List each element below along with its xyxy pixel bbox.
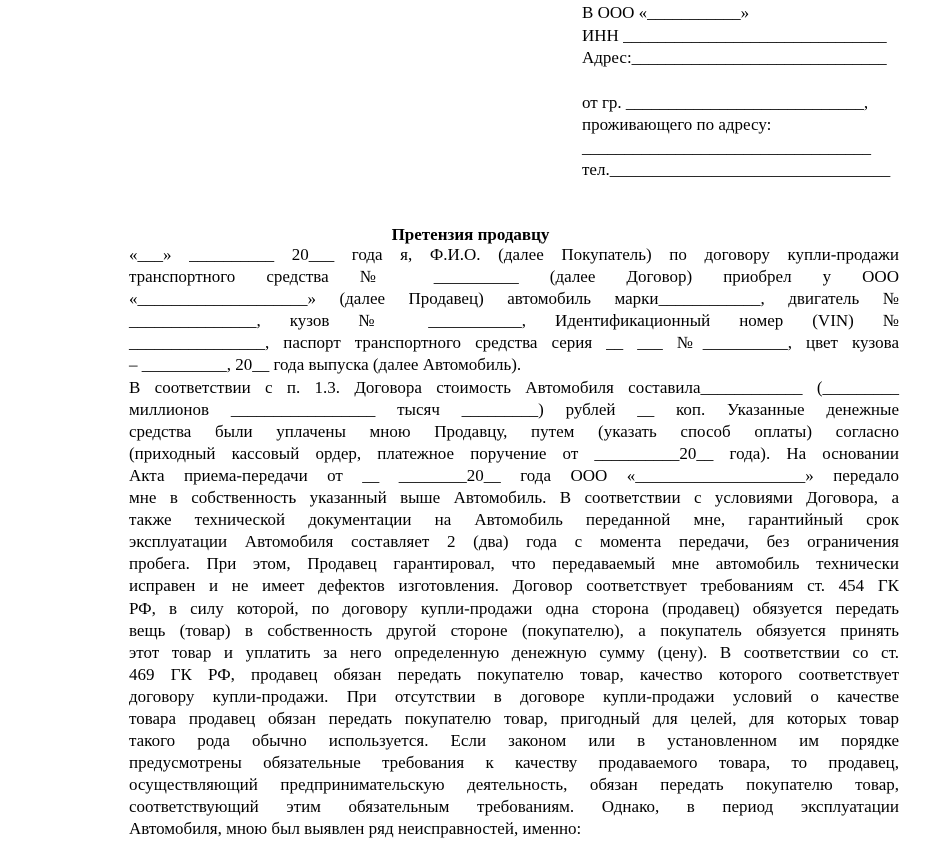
body-line: такого рода обычно используется. Если законом или в установленном им порядке (129, 731, 899, 751)
recipient-line: В ООО «___________» (582, 3, 750, 22)
body-line: также технической документации на Автомобиль переданной мне, гарантийный срок (129, 510, 899, 530)
body-line: – __________, 20__ года выпуска (далее Автомобиль). (129, 355, 522, 375)
body-line: мне в собственность указанный выше Автомобиль. В соответствии с условиями Договора, а (129, 488, 899, 508)
residence-label: проживающего по адресу: (582, 115, 772, 134)
body-line: товара продавец обязан передать покупателю товар, пригодный для целей, для которых товар (129, 708, 899, 728)
document-body (129, 244, 899, 841)
address-line: Адрес:______________________________ (582, 48, 887, 67)
body-line: _______________, кузов № ___________, Идентификационный номер (VIN) № (129, 311, 899, 331)
body-line: вещь (товар) в собственность другой стороне (покупателю), а покупатель обязуется принять (129, 620, 899, 640)
body-line: (приходный кассовый ордер, платежное поручение от __________20__ года). На основании (129, 443, 899, 463)
body-line: Автомобиля, мною был выявлен ряд неисправностей, именно: (129, 819, 582, 839)
body-line: пробега. При этом, Продавец гарантировал, что передаваемый мне автомобиль технически (129, 554, 899, 574)
sender-line: от гр. ____________________________, (582, 93, 869, 112)
body-line: «____________________» (далее Продавец) автомобиль марки____________, двигатель № (129, 289, 899, 309)
body-line: эксплуатации Автомобиля составляет 2 (два) года с момента передачи, без ограничения (129, 532, 899, 552)
residence-blank-line: __________________________________ (582, 138, 871, 157)
body-line: «___» __________ 20___ года я, Ф.И.О. (далее Покупатель) по договору купли-продажи (129, 245, 899, 264)
body-line: осуществляющий предпринимательскую деятельность, обязан передать покупателю товар, (129, 775, 899, 795)
body-line: миллионов _________________ тысяч _________) рублей __ коп. Указанные денежные (129, 399, 899, 419)
body-line: Акта приема-передачи от __ ________20__ года ООО «____________________» передало (129, 465, 899, 485)
body-line: этот товар и уплатить за него определенную денежную сумму (цену). В соответствии со ст. (129, 642, 899, 662)
body-line: В соответствии с п. 1.3. Договора стоимость Автомобиля составила____________ (_________ (129, 377, 899, 397)
body-line: средства были уплачены мною Продавцу, путем (указать способ оплаты) согласно (129, 421, 899, 441)
body-line: ________________, паспорт транспортного средства серия __ ___ №__________, цвет кузова (129, 333, 899, 353)
phone-line: тел._________________________________ (582, 160, 891, 179)
body-line: 469 ГК РФ, продавец обязан передать покупателю товар, качество которого соответствует (129, 664, 899, 684)
body-line: соответствующий этим обязательным требованиям. Однако, в период эксплуатации (129, 797, 899, 817)
inn-line: ИНН _______________________________ (582, 26, 887, 45)
body-line: исправен и не имеет дефектов изготовления. Договор соответствует требованиям ст. 454 ГК (129, 576, 899, 596)
body-line: предусмотрены обязательные требования к качеству продаваемого товара, то продавец, (129, 753, 899, 773)
body-line: договору купли-продажи. При отсутствии в договоре купли-продажи условий о качестве (129, 686, 899, 706)
body-line: транспортного средства № __________ (далее Договор) приобрел у ООО (129, 267, 899, 287)
body-line: РФ, в силу которой, по договору купли-продажи одна сторона (продавец) обязуется передать (129, 598, 899, 618)
document-title: Претензия продавцу (391, 225, 550, 244)
